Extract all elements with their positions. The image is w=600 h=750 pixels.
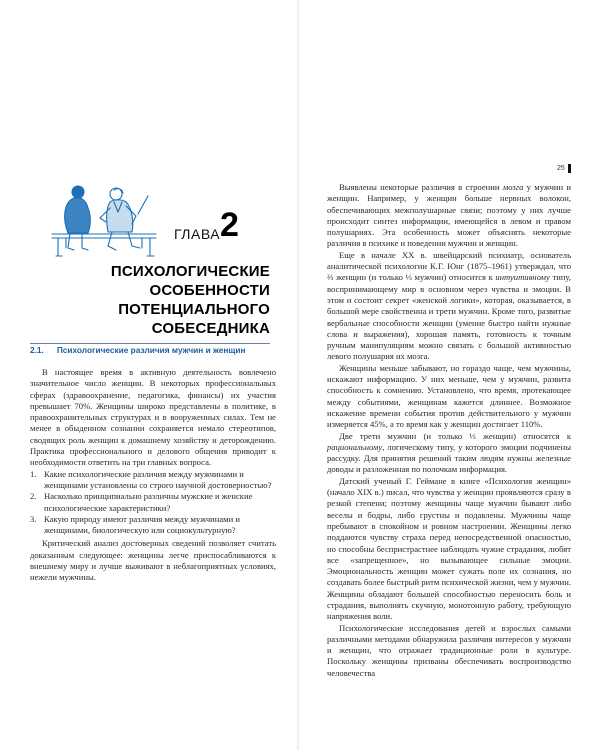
chapter-label: ГЛАВА <box>174 226 221 242</box>
text-run: Еще в начале XX в. швейцарский психиатр, основатель аналитической психологии К.Г. Юнг (1875–1961) утверждал, что ⅔ женщин (и только ⅓ мужчин) относится к <box>327 249 571 283</box>
chapter-title-line: ПОТЕНЦИАЛЬНОГО <box>118 301 270 318</box>
list-item <box>30 469 276 492</box>
paragraph <box>327 182 571 250</box>
list-item-number: 3. <box>30 513 37 524</box>
emphasis: мозга <box>502 182 524 192</box>
elderly-couple-on-bench-illustration <box>48 178 160 260</box>
paragraph: Психологические исследования детей и взрослых самыми различными методами обнаружила различия интересов у мужчин и женщин, что отражает традиционные роли в культуре. Поскольку женщины призваны обеспечивать воспроизводство человечества <box>327 622 571 678</box>
chapter-title <box>10 262 270 338</box>
book-gutter <box>297 0 301 750</box>
list-item <box>30 514 276 537</box>
paragraph: Датский ученый Г. Геймане в книге «Психология женщин» (начало XIX в.) писал, что чувства у женщин проявляются сразу в резкой степени; поэтому женщины чаще мужчин бывают либо веселы и бодры, либо грустны и подавлены. Мужчины чаще пребывают в спокойном и ровном настроении. Женщины легко поддаются чувству страха перед непосредственной опасностью, но способны беспристрастнее наблюдать чужие страдания, любят все «запрещенное», но вызывающее сильные эмоции. Эмоциональность женщин может сужать поле их сознания, но создавать более быстрый ритм психической жизни, чем у мужчин. Женщины обладают большей способностью переносить боль и страдания, выполнять скучную, монотонную работу, требующую напряжения воли. <box>327 475 571 622</box>
list-item-text: Какую природу имеют различия между мужчинами и женщинами, биологическую или социокультурную? <box>44 513 240 536</box>
chapter-title-line: ПСИХОЛОГИЧЕСКИЕ <box>110 263 270 280</box>
list-item-text: Какие психологические различия между мужчинами и женщинами установлены со строго научной достоверностью? <box>44 468 272 490</box>
questions-list <box>30 469 276 537</box>
list-item-number: 2. <box>30 491 37 502</box>
text-run: , логическому типу, у которого эмоции подчинены рассудку. Для принятия решений таким людям нужны железные доводы и разложенная по полочкам информация. <box>327 441 571 475</box>
section-title: Психологические различия мужчин и женщин <box>56 345 246 355</box>
intro-paragraph: В настоящее время в активную деятельность вовлечено значительное число женщин. В некоторых профессиональных сферах (здравоохранение, педагогика, финансы) их участия превышает 70%. Женщины широко представлены в политике, в правоохранительных структурах и в вооруженных силах. Тем не менее в обыденном сознании сохраняется немало стереотипов, сводящих роль женщин к домашнему хозяйству и деторождению. Практика профессионального и делового общения приводит к необходимости ответить на три главных вопроса. <box>30 367 276 468</box>
list-item-text: Насколько принципиально различны мужские и женские психологические характеристики? <box>44 491 253 513</box>
list-item <box>30 491 276 514</box>
section-divider <box>30 343 270 344</box>
chapter-title-line: ОСОБЕННОСТИ <box>149 282 270 299</box>
section-heading <box>30 345 275 355</box>
chapter-title-line: СОБЕСЕДНИКА <box>151 320 270 337</box>
chapter-number: 2 <box>220 206 239 244</box>
page-number: 25 <box>557 165 565 172</box>
list-item-number: 1. <box>30 468 37 479</box>
page-number-marker <box>568 164 571 173</box>
emphasis: рациональному <box>327 441 383 452</box>
emphasis: интуитивному <box>495 272 550 283</box>
text-run: Две трети мужчин (и только ⅓ женщин) относятся к <box>339 430 571 441</box>
paragraph <box>327 250 571 363</box>
critical-analysis-paragraph: Критический анализ достоверных сведений позволяет считать доказанным следующее: женщины легче приспосабливаются к внешнему миру и лучше выживают в неблагоприятных условиях, нежели мужчины. <box>30 538 276 583</box>
paragraph <box>327 431 571 476</box>
left-page-body <box>30 367 276 584</box>
paragraph: Женщины меньше забывают, но гораздо чаще, чем мужчины, искажают информацию. У них меньше, чем у мужчин, развита способность к сомнению. Установлено, что время, протекающее между событиями, женщинам кажется длиннее. Возможное искажение времени события против действительного у мужчин измеряется 45%, а то время как у женщин достигает 110%. <box>327 362 571 430</box>
text-run: у мужчин и женщин. Например, у женщин больше нервных волокон, обеспечивающих межполушарные связи; поэтому у них лучше происходит синтез информации, имеющейся в левом и правом полушариях. Эта особенность может объяснять некоторые различия в психике и поведении мужчин и женщин. <box>327 182 571 249</box>
text-run: типу, воспринимающему мир в основном через чувства и эмоции. В этом и состоит секрет «женской логики», которая, оказывается, в большой мере свойственна и трети мужчин. Кроме того, развитые вербальные способности женщин (умение быстро найти нужные слова и выражения), хорошая память, готовность к точным ручным манипуляциям можно связать с большой активностью левого полушария их мозга. <box>327 272 571 362</box>
right-page-body <box>327 182 571 679</box>
text-run: Выявлены некоторые различия в строении <box>339 182 503 192</box>
section-number: 2.1. <box>30 345 44 355</box>
